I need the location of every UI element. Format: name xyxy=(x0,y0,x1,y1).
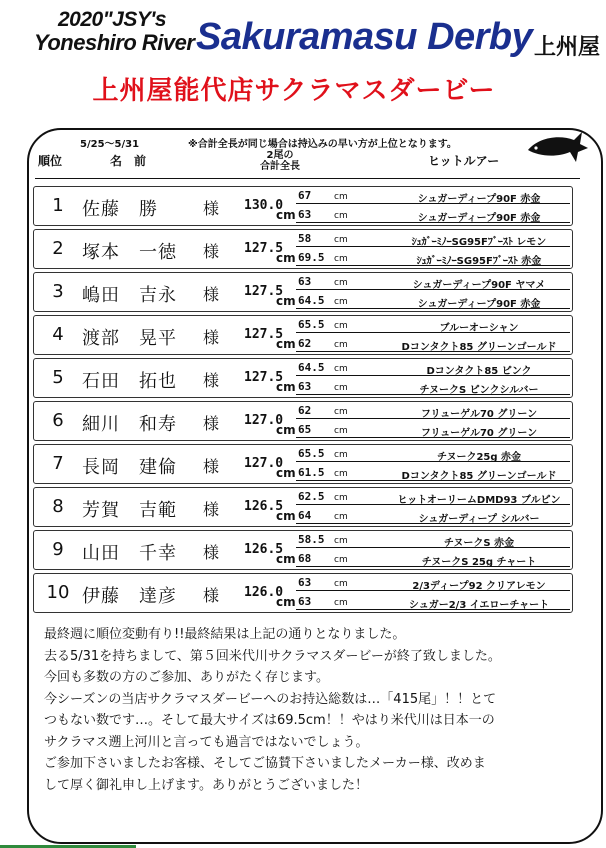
total-length: 127.0 xyxy=(244,456,284,471)
contestant-name: 石田 拓也 xyxy=(82,371,177,392)
honorific: 様 xyxy=(203,371,220,390)
message-line: 今回も多数の方のご参加、ありがたく存じます。 xyxy=(44,670,329,685)
period-label: 5/25～5/31 xyxy=(80,139,140,150)
fish2-lure: シュガーディープ90F 赤金 xyxy=(417,299,541,310)
message-line: ご参加下さいましたお客様、そしてご協賛下さいましたメーカー様、改めま xyxy=(44,756,486,771)
total-length: 126.5 xyxy=(244,542,284,557)
contestant-name: 嶋田 吉永 xyxy=(82,285,177,306)
total-unit: cm xyxy=(276,337,296,351)
message-line: つもない数です…。そして最大サイズは69.5cm！！やはり米代川は日本一の xyxy=(44,713,495,728)
total-unit: cm xyxy=(276,251,296,265)
fish2-unit: cm xyxy=(334,383,348,393)
fish1-lure: フリューゲル70 グリーン xyxy=(420,409,538,420)
fish-icon xyxy=(524,122,590,166)
message-line: 最終週に順位変動有り!!最終結果は上記の通りとなりました。 xyxy=(44,627,406,642)
header-divider xyxy=(35,178,580,179)
rank-number: 2 xyxy=(52,238,64,259)
fish2-lure: シュガーディープ シルバー xyxy=(418,514,540,525)
fish1-lure: チヌーク25g 赤金 xyxy=(436,452,522,463)
fish2-size: 63 xyxy=(298,380,312,393)
total-length: 127.5 xyxy=(244,284,284,299)
column-total xyxy=(256,150,304,172)
fish1-unit: cm xyxy=(334,192,348,202)
contestant-name: 伊藤 達彦 xyxy=(82,586,177,607)
fish2-size: 62 xyxy=(298,337,312,350)
fish1-size: 64.5 xyxy=(298,361,325,374)
fish2-unit: cm xyxy=(334,469,348,479)
total-unit: cm xyxy=(276,294,296,308)
message-line: 今シーズンの当店サクラマスダービーへのお持込総数は…「415尾」！！とて xyxy=(44,691,497,707)
fish1-size: 58.5 xyxy=(298,533,325,546)
rank-number: 7 xyxy=(52,453,64,474)
honorific: 様 xyxy=(203,543,220,562)
fish2-lure: チヌークS 25g チャート xyxy=(421,557,537,568)
total-unit: cm xyxy=(276,380,296,394)
fish2-unit: cm xyxy=(334,598,348,608)
column-total-line2: 合計全長 xyxy=(260,161,300,172)
fish1-size: 65.5 xyxy=(298,447,325,460)
fish1-lure: ヒットオーリームDMD93 ブルピン xyxy=(397,495,561,506)
fish2-unit: cm xyxy=(334,254,348,264)
rank-number: 9 xyxy=(52,539,64,560)
fish2-unit: cm xyxy=(334,512,348,522)
fish1-size: 63 xyxy=(298,576,312,589)
total-length: 127.5 xyxy=(244,241,284,256)
fish2-lure: チヌークS ピンクシルバー xyxy=(419,385,539,396)
honorific: 様 xyxy=(203,199,220,218)
rank-number: 1 xyxy=(52,195,64,216)
fish1-size: 67 xyxy=(298,189,312,202)
fish2-size: 64.5 xyxy=(298,294,325,307)
fish2-unit: cm xyxy=(334,297,348,307)
fish1-size: 62 xyxy=(298,404,312,417)
contestant-name: 山田 千幸 xyxy=(82,543,177,564)
derby-title: Sakuramasu Derby xyxy=(196,16,533,58)
rank-number: 8 xyxy=(52,496,64,517)
fish2-size: 69.5 xyxy=(298,251,325,264)
total-unit: cm xyxy=(276,208,296,222)
contestant-name: 渡部 晃平 xyxy=(82,328,177,349)
fish2-unit: cm xyxy=(334,555,348,565)
column-lure: ヒットルアー xyxy=(428,154,500,168)
honorific: 様 xyxy=(203,285,220,304)
contestant-name: 佐藤 勝 xyxy=(82,199,158,220)
total-unit: cm xyxy=(276,466,296,480)
fish1-lure: ブルーオーシャン xyxy=(439,323,519,334)
rank-number: 5 xyxy=(52,367,64,388)
fish1-lure: ｼｭｶﾞｰﾐﾉｰSG95Fﾌﾞｰｽﾄ レモン xyxy=(411,237,547,248)
fish2-lure: Dコンタクト85 グリーンゴールド xyxy=(401,342,557,353)
fish2-lure: シュガーディープ90F 赤金 xyxy=(417,213,541,224)
fish2-unit: cm xyxy=(334,340,348,350)
total-unit: cm xyxy=(276,509,296,523)
total-length: 130.0 xyxy=(244,198,284,213)
fish1-unit: cm xyxy=(334,364,348,374)
total-length: 127.0 xyxy=(244,413,284,428)
fish1-size: 62.5 xyxy=(298,490,325,503)
fish2-size: 63 xyxy=(298,595,312,608)
rank-number: 3 xyxy=(52,281,64,302)
contestant-name: 芳賀 吉範 xyxy=(82,500,177,521)
honorific: 様 xyxy=(203,500,220,519)
total-length: 126.0 xyxy=(244,585,284,600)
contestant-name: 細川 和寿 xyxy=(82,414,177,435)
fish1-unit: cm xyxy=(334,278,348,288)
rank-number: 10 xyxy=(46,582,70,603)
total-unit: cm xyxy=(276,595,296,609)
column-total-line1: 2尾の xyxy=(266,150,294,161)
fish2-lure: Dコンタクト85 グリーンゴールド xyxy=(401,471,557,482)
fish1-size: 63 xyxy=(298,275,312,288)
message-line: 去る5/31を持ちまして、第５回米代川サクラマスダービーが終了致しました。 xyxy=(44,648,501,664)
fish1-size: 65.5 xyxy=(298,318,325,331)
fish1-lure: 2/3ディープ92 クリアレモン xyxy=(412,581,546,592)
fish1-lure: シュガーディープ90F ヤマメ xyxy=(412,280,546,291)
total-unit: cm xyxy=(276,552,296,566)
column-rank: 順位 xyxy=(38,154,63,168)
fish2-unit: cm xyxy=(334,211,348,221)
fish1-lure: Dコンタクト85 ピンク xyxy=(426,366,532,377)
total-unit: cm xyxy=(276,423,296,437)
total-length: 126.5 xyxy=(244,499,284,514)
fish1-unit: cm xyxy=(334,493,348,503)
message-line: サクラマス遡上河川と言っても過言ではないでしょう。 xyxy=(44,734,369,750)
fish1-unit: cm xyxy=(334,536,348,546)
fish2-lure: ｼｭｶﾞｰﾐﾉｰSG95Fﾌﾞｰｽﾄ 赤金 xyxy=(416,256,542,267)
column-name: 名 前 xyxy=(110,154,147,168)
logo-river-line: Yoneshiro River xyxy=(34,30,195,55)
fish1-unit: cm xyxy=(334,579,348,589)
fish2-lure: シュガー2/3 イエローチャート xyxy=(408,600,550,611)
page-title: 上州屋能代店サクラマスダービー xyxy=(92,76,496,106)
fish2-size: 68 xyxy=(298,552,312,565)
honorific: 様 xyxy=(203,242,220,261)
total-length: 127.5 xyxy=(244,327,284,342)
shop-logo: 上州屋 xyxy=(534,34,601,60)
message-line: して厚く御礼申し上げます。ありがとうございました！ xyxy=(44,777,368,793)
fish1-unit: cm xyxy=(334,450,348,460)
logo-year-line: 2020"JSY's xyxy=(58,8,167,31)
fish1-lure: シュガーディープ90F 赤金 xyxy=(417,194,541,205)
fish1-unit: cm xyxy=(334,321,348,331)
fish2-size: 65 xyxy=(298,423,312,436)
fish1-lure: チヌークS 赤金 xyxy=(443,538,515,549)
contestant-name: 塚本 一徳 xyxy=(82,242,177,263)
contestant-name: 長岡 建倫 xyxy=(82,457,177,478)
fish2-unit: cm xyxy=(334,426,348,436)
fish2-size: 64 xyxy=(298,509,312,522)
rank-number: 6 xyxy=(52,410,64,431)
honorific: 様 xyxy=(203,328,220,347)
fish1-size: 58 xyxy=(298,232,312,245)
total-length: 127.5 xyxy=(244,370,284,385)
fish2-size: 63 xyxy=(298,208,312,221)
fish2-lure: フリューゲル70 グリーン xyxy=(420,428,538,439)
honorific: 様 xyxy=(203,586,220,605)
fish1-unit: cm xyxy=(334,235,348,245)
honorific: 様 xyxy=(203,457,220,476)
honorific: 様 xyxy=(203,414,220,433)
tiebreak-note: ※合計全長が同じ場合は持込みの早い方が上位となります。 xyxy=(188,139,457,150)
rank-number: 4 xyxy=(52,324,64,345)
fish1-unit: cm xyxy=(334,407,348,417)
fish2-size: 61.5 xyxy=(298,466,325,479)
